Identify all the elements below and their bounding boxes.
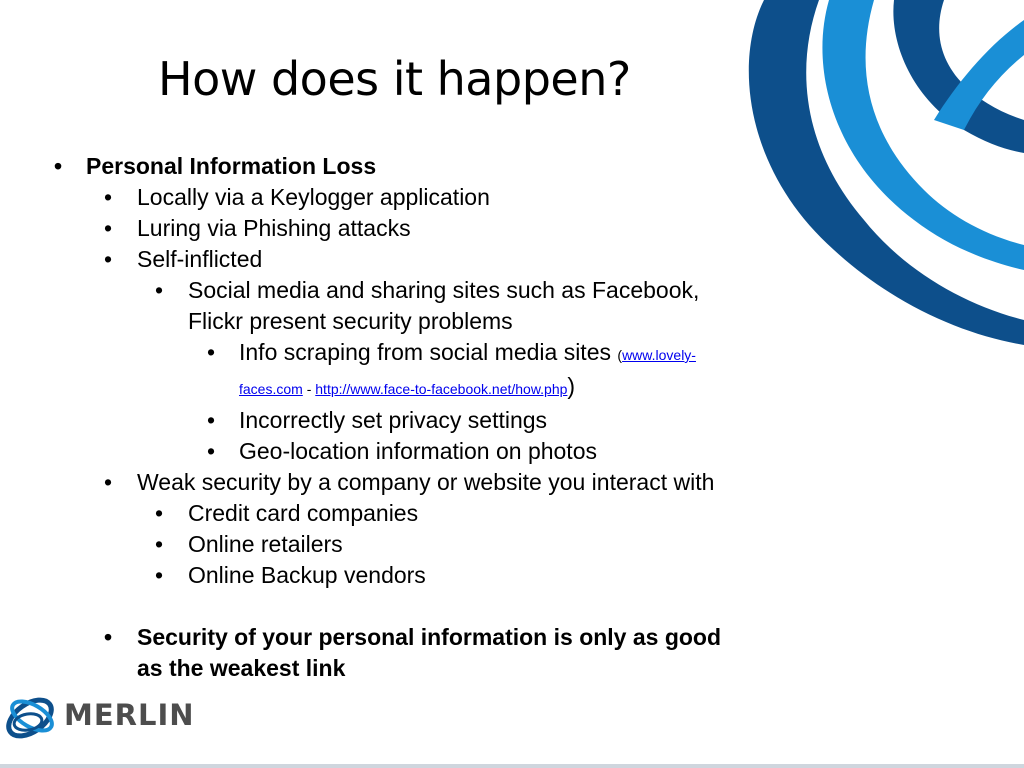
list-item-text: Credit card companies <box>188 500 419 526</box>
bullet-marker: • <box>54 153 63 179</box>
list-item <box>52 405 812 436</box>
lovely-faces-link[interactable]: www.lovely- <box>622 347 696 363</box>
list-item-text: Online retailers <box>188 531 343 557</box>
slide-title: How does it happen? <box>158 52 631 106</box>
list-item-text: Incorrectly set privacy settings <box>239 407 548 433</box>
list-item <box>52 275 812 306</box>
list-item <box>52 337 812 371</box>
list-item <box>52 244 812 275</box>
list-item-text: Online Backup vendors <box>188 562 426 588</box>
open-paren: ( <box>617 347 623 363</box>
list-item <box>52 467 812 498</box>
spacer <box>52 591 812 622</box>
bullet-marker: • <box>104 469 113 495</box>
list-item-text: Locally via a Keylogger application <box>137 184 490 210</box>
list-item-text: Geo-location information on photos <box>239 438 597 464</box>
list-item <box>52 436 812 467</box>
bullet-marker: • <box>104 184 113 210</box>
list-item <box>52 151 812 182</box>
list-item-continuation <box>52 371 812 405</box>
bullet-marker: • <box>104 246 113 272</box>
list-item <box>52 182 812 213</box>
face-to-facebook-link[interactable]: http://www.face-to-facebook.net/how.php <box>315 381 568 397</box>
bullet-marker: • <box>104 215 113 241</box>
lovely-faces-link-continued[interactable]: faces.com <box>239 381 303 397</box>
close-paren: ) <box>567 373 576 399</box>
list-item <box>52 560 812 591</box>
list-item-text: Security of your personal information is only as good <box>137 624 722 650</box>
list-item-text: as the weakest link <box>137 655 346 681</box>
bullet-marker: • <box>155 500 164 526</box>
bullet-list <box>52 151 812 684</box>
list-item <box>52 529 812 560</box>
bullet-marker: • <box>104 624 113 650</box>
link-separator: - <box>302 381 316 397</box>
bullet-marker: • <box>207 407 216 433</box>
list-item-text: Flickr present security problems <box>188 308 513 334</box>
bullet-marker: • <box>207 438 216 464</box>
list-item-continuation <box>52 306 812 337</box>
list-item-text: Social media and sharing sites such as Facebook, <box>188 277 700 303</box>
merlin-logo <box>0 678 240 758</box>
footer-divider <box>0 764 1024 768</box>
bullet-marker: • <box>207 339 216 365</box>
bullet-marker: • <box>155 277 164 303</box>
bullet-marker: • <box>155 562 164 588</box>
bullet-marker: • <box>155 531 164 557</box>
list-item <box>52 622 812 653</box>
list-item <box>52 498 812 529</box>
list-item-text: Self-inflicted <box>137 246 263 272</box>
merlin-logo-text: MERLIN <box>64 698 195 732</box>
list-item-text: Luring via Phishing attacks <box>137 215 411 241</box>
list-item-text: Info scraping from social media sites <box>239 339 618 365</box>
list-item-text: Personal Information Loss <box>86 153 377 179</box>
merlin-swirl-icon <box>0 678 70 758</box>
list-item-text: Weak security by a company or website you interact with <box>137 469 715 495</box>
list-item <box>52 213 812 244</box>
